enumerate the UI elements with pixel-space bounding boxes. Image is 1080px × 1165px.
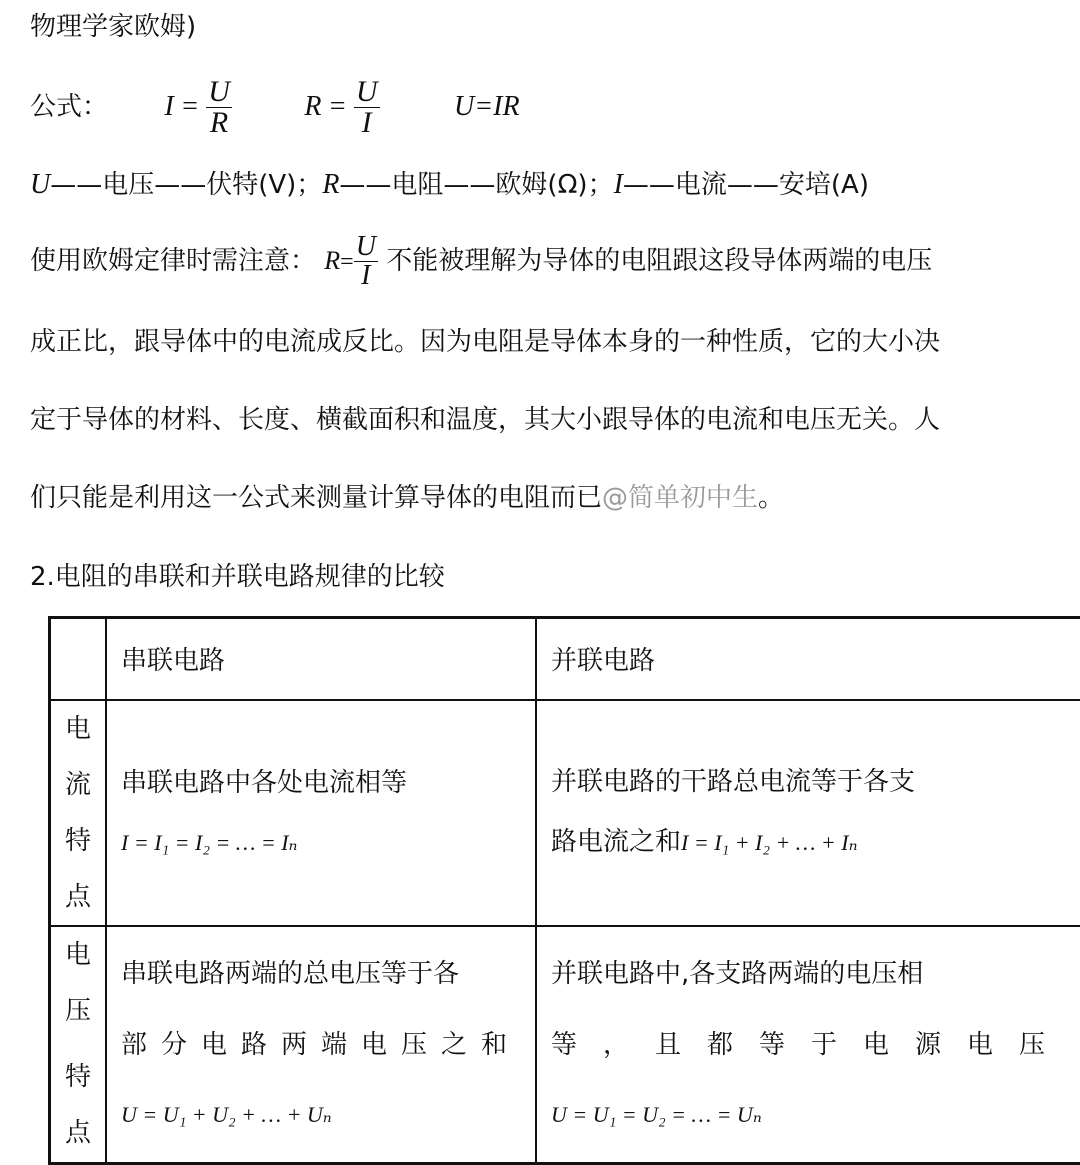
note-prefix: 使用欧姆定律时需注意： — [30, 246, 316, 276]
formula-2-eq: = — [330, 91, 346, 122]
current-parallel-text-1: 并联电路的干路总电流等于各支 — [551, 752, 1071, 812]
current-series-cell — [106, 700, 536, 926]
intro-line-1: 物理学家欧姆) — [30, 10, 196, 44]
voltage-parallel-text-2: 等，且都等于电源电压 — [551, 1013, 1071, 1077]
voltage-parallel-cell — [536, 926, 1080, 1164]
table-header-row — [50, 618, 1080, 700]
note-text-4: 们只能是利用这一公式来测量计算导体的电阻而已 — [30, 483, 602, 513]
current-parallel-text-2: 路电流之和 — [551, 827, 681, 857]
units-r-text: ——电阻——欧姆(Ω)； — [339, 170, 613, 200]
voltage-row — [50, 926, 1080, 1164]
header-series: 串联电路 — [106, 618, 536, 700]
note-formula-lhs: R — [324, 246, 340, 275]
formula-2-den: I — [354, 108, 380, 138]
units-u-symbol: U — [30, 169, 50, 200]
header-blank-cell — [50, 618, 107, 700]
current-label-line-1: 电 流 — [65, 701, 91, 813]
current-parallel-cell — [536, 700, 1080, 926]
voltage-series-cell — [106, 926, 536, 1164]
current-parallel-line-2 — [551, 812, 1071, 873]
watermark: @简单初中生 — [602, 483, 758, 513]
note-line-2: 成正比，跟导体中的电流成反比。因为电阻是导体本身的一种性质，它的大小决 — [30, 325, 940, 359]
note-line-3: 定于导体的材料、长度、横截面积和温度，其大小跟导体的电流和电压无关。人 — [30, 403, 940, 437]
formula-1-eq: = — [182, 91, 198, 122]
formula-1-den: R — [206, 108, 232, 138]
note-text-4-end: 。 — [758, 483, 784, 513]
formula-label: 公式： — [30, 92, 108, 122]
voltage-series-text-1: 串联电路两端的总电压等于各 — [121, 935, 521, 1013]
voltage-series-formula: U = U₁ + U₂ + … + Uₙ — [121, 1077, 521, 1153]
note-line-4 — [30, 481, 784, 515]
formula-1-fraction — [206, 77, 232, 138]
voltage-label-line-1: 电 压 — [65, 927, 91, 1039]
voltage-row-label — [50, 926, 107, 1164]
units-line — [30, 168, 869, 202]
units-i-symbol: I — [614, 169, 623, 200]
units-r-symbol: R — [322, 169, 339, 200]
comparison-table — [48, 616, 1080, 1165]
formula-1-lhs: I — [165, 91, 174, 122]
units-i-text: ——电流——安培(A) — [623, 170, 869, 200]
note-line-1 — [30, 228, 932, 294]
voltage-parallel-formula: U = U₁ = U₂ = … = Uₙ — [551, 1077, 1071, 1153]
voltage-label-line-2: 特点 — [65, 1049, 91, 1161]
note-formula-num: U — [354, 233, 378, 262]
current-row — [50, 700, 1080, 926]
units-u-text: ——电压——伏特(V)； — [50, 170, 322, 200]
formula-line — [30, 72, 520, 142]
current-parallel-formula: I = I₁ + I₂ + … + Iₙ — [681, 830, 857, 855]
formula-1-num: U — [206, 77, 232, 108]
note-formula-eq: = — [340, 249, 354, 275]
formula-3: U=IR — [454, 91, 520, 122]
voltage-series-text-2: 部分电路两端电压之和 — [121, 1013, 521, 1077]
note-formula-fraction — [354, 233, 378, 290]
current-series-formula: I = I₁ = I₂ = … = Iₙ — [121, 813, 521, 873]
formula-2-num: U — [354, 77, 380, 108]
current-row-label — [50, 700, 107, 926]
formula-2-fraction — [354, 77, 380, 138]
current-series-text: 串联电路中各处电流相等 — [121, 753, 521, 813]
voltage-parallel-text-1: 并联电路中,各支路两端的电压相 — [551, 935, 1071, 1013]
note-text-1: 不能被理解为导体的电阻跟这段导体两端的电压 — [386, 246, 932, 276]
current-label-line-2: 特点 — [65, 813, 91, 925]
formula-2-lhs: R — [304, 91, 321, 122]
section-title: 2.电阻的串联和并联电路规律的比较 — [30, 560, 445, 594]
header-parallel: 并联电路 — [536, 618, 1080, 700]
note-formula-den: I — [354, 262, 378, 290]
